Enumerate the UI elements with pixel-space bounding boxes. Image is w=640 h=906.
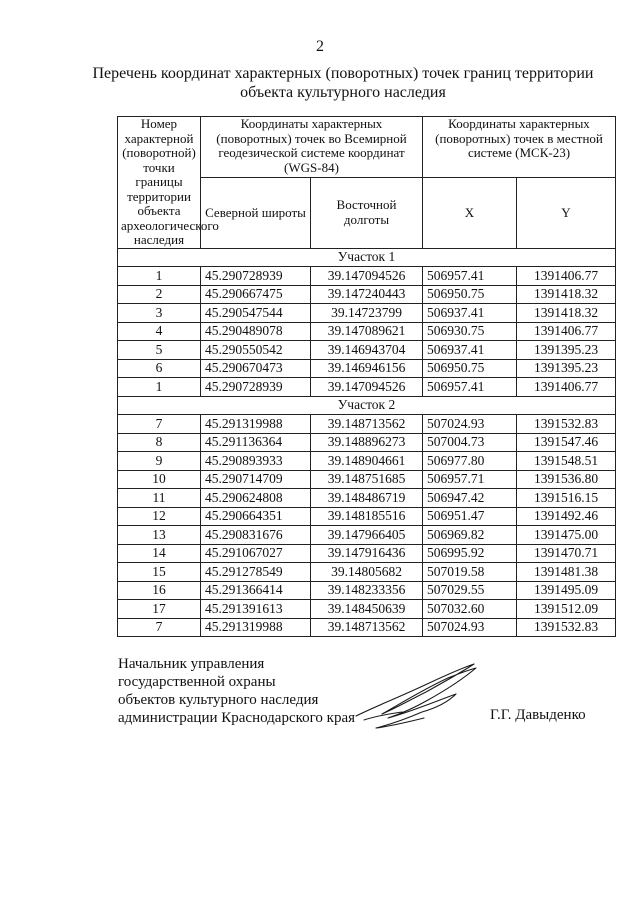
cell-y: 1391495.09 (517, 581, 616, 600)
cell-y: 1391516.15 (517, 489, 616, 508)
cell-east: 39.147094526 (311, 378, 423, 397)
cell-point: 1 (118, 378, 201, 397)
page-number: 2 (316, 38, 324, 55)
table-row (118, 304, 616, 323)
section-1-label: Участок 1 (118, 248, 616, 267)
table-row (118, 600, 616, 619)
cell-east: 39.148896273 (311, 433, 423, 452)
table-row (118, 341, 616, 360)
table-row (118, 544, 616, 563)
cell-x: 506947.42 (423, 489, 517, 508)
cell-x: 506957.41 (423, 267, 517, 286)
table-row (118, 267, 616, 286)
cell-east: 39.148185516 (311, 507, 423, 526)
cell-north: 45.291067027 (201, 544, 311, 563)
cell-east: 39.147089621 (311, 322, 423, 341)
cell-north: 45.290728939 (201, 378, 311, 397)
cell-north: 45.290547544 (201, 304, 311, 323)
cell-point: 1 (118, 267, 201, 286)
cell-point: 12 (118, 507, 201, 526)
signer-title-line-2: государственной охраны (118, 674, 276, 690)
cell-point: 6 (118, 359, 201, 378)
cell-east: 39.147966405 (311, 526, 423, 545)
table-row (118, 359, 616, 378)
cell-point: 16 (118, 581, 201, 600)
cell-y: 1391395.23 (517, 341, 616, 360)
table-row (118, 452, 616, 471)
header-point-number: Номер характерной (поворотной) точки границы территории объекта археологического наследия (118, 117, 201, 249)
header-msk23: Координаты характерных (поворотных) точек в местной системе (МСК-23) (423, 117, 616, 178)
cell-y: 1391532.83 (517, 618, 616, 637)
title-line-2: объекта культурного наследия (240, 84, 446, 101)
cell-east: 39.146943704 (311, 341, 423, 360)
cell-y: 1391532.83 (517, 415, 616, 434)
cell-north: 45.290667475 (201, 285, 311, 304)
cell-x: 506969.82 (423, 526, 517, 545)
table-row (118, 285, 616, 304)
cell-y: 1391512.09 (517, 600, 616, 619)
cell-north: 45.290893933 (201, 452, 311, 471)
table-row (118, 415, 616, 434)
cell-y: 1391470.71 (517, 544, 616, 563)
cell-x: 507019.58 (423, 563, 517, 582)
cell-point: 7 (118, 415, 201, 434)
cell-east: 39.148233356 (311, 581, 423, 600)
table-row (118, 489, 616, 508)
cell-east: 39.148713562 (311, 618, 423, 637)
handwritten-signature (352, 660, 482, 732)
cell-north: 45.291319988 (201, 415, 311, 434)
signer-title-line-4: администрации Краснодарского края (118, 710, 356, 726)
cell-east: 39.148486719 (311, 489, 423, 508)
cell-y: 1391475.00 (517, 526, 616, 545)
cell-east: 39.148904661 (311, 452, 423, 471)
header-north-latitude: Северной широты (201, 178, 311, 249)
cell-east: 39.14805682 (311, 563, 423, 582)
signer-name: Г.Г. Давыденко (490, 707, 586, 723)
header-wgs84: Координаты характерных (поворотных) точек во Всемирной геодезической системе координат (WGS-84) (201, 117, 423, 178)
table-row (118, 322, 616, 341)
cell-east: 39.148751685 (311, 470, 423, 489)
table-row (118, 433, 616, 452)
cell-y: 1391406.77 (517, 378, 616, 397)
table-row (118, 507, 616, 526)
title-line-1: Перечень координат характерных (поворотных) точек границ территории (92, 65, 594, 82)
cell-x: 507004.73 (423, 433, 517, 452)
cell-point: 7 (118, 618, 201, 637)
cell-east: 39.147240443 (311, 285, 423, 304)
signer-block (118, 655, 355, 727)
cell-point: 4 (118, 322, 201, 341)
cell-north: 45.290714709 (201, 470, 311, 489)
table-row (118, 563, 616, 582)
cell-north: 45.290831676 (201, 526, 311, 545)
cell-y: 1391406.77 (517, 267, 616, 286)
cell-east: 39.14723799 (311, 304, 423, 323)
cell-east: 39.146946156 (311, 359, 423, 378)
cell-x: 507024.93 (423, 618, 517, 637)
cell-y: 1391548.51 (517, 452, 616, 471)
cell-x: 507032.60 (423, 600, 517, 619)
cell-east: 39.147094526 (311, 267, 423, 286)
signer-title-line-3: объектов культурного наследия (118, 692, 319, 708)
cell-point: 13 (118, 526, 201, 545)
cell-north: 45.290624808 (201, 489, 311, 508)
cell-north: 45.290550542 (201, 341, 311, 360)
table-row (118, 378, 616, 397)
cell-x: 506951.47 (423, 507, 517, 526)
cell-x: 506937.41 (423, 304, 517, 323)
cell-north: 45.291278549 (201, 563, 311, 582)
table-row (118, 618, 616, 637)
section-row (118, 248, 616, 267)
cell-north: 45.291391613 (201, 600, 311, 619)
cell-north: 45.290728939 (201, 267, 311, 286)
cell-x: 507029.55 (423, 581, 517, 600)
table-row (118, 526, 616, 545)
cell-north: 45.291319988 (201, 618, 311, 637)
cell-x: 506957.41 (423, 378, 517, 397)
section-row (118, 396, 616, 415)
cell-point: 10 (118, 470, 201, 489)
table-row (118, 470, 616, 489)
header-y: Y (517, 178, 616, 249)
coordinates-table (117, 116, 616, 637)
cell-y: 1391418.32 (517, 304, 616, 323)
cell-point: 14 (118, 544, 201, 563)
cell-y: 1391492.46 (517, 507, 616, 526)
cell-x: 506977.80 (423, 452, 517, 471)
cell-x: 506930.75 (423, 322, 517, 341)
cell-point: 15 (118, 563, 201, 582)
section-2-label: Участок 2 (118, 396, 616, 415)
cell-y: 1391481.38 (517, 563, 616, 582)
document-title (40, 64, 640, 102)
cell-east: 39.148713562 (311, 415, 423, 434)
signer-title-line-1: Начальник управления (118, 656, 265, 672)
cell-y: 1391547.46 (517, 433, 616, 452)
header-x: X (423, 178, 517, 249)
cell-point: 3 (118, 304, 201, 323)
header-east-longitude: Восточной долготы (311, 178, 423, 249)
cell-x: 506950.75 (423, 285, 517, 304)
table-row (118, 581, 616, 600)
cell-x: 507024.93 (423, 415, 517, 434)
cell-point: 5 (118, 341, 201, 360)
cell-y: 1391536.80 (517, 470, 616, 489)
cell-x: 506950.75 (423, 359, 517, 378)
cell-east: 39.148450639 (311, 600, 423, 619)
cell-north: 45.291136364 (201, 433, 311, 452)
cell-north: 45.291366414 (201, 581, 311, 600)
cell-point: 8 (118, 433, 201, 452)
cell-x: 506995.92 (423, 544, 517, 563)
cell-point: 2 (118, 285, 201, 304)
cell-x: 506957.71 (423, 470, 517, 489)
cell-east: 39.147916436 (311, 544, 423, 563)
cell-north: 45.290489078 (201, 322, 311, 341)
cell-point: 17 (118, 600, 201, 619)
cell-north: 45.290664351 (201, 507, 311, 526)
cell-x: 506937.41 (423, 341, 517, 360)
cell-point: 11 (118, 489, 201, 508)
cell-y: 1391418.32 (517, 285, 616, 304)
cell-y: 1391406.77 (517, 322, 616, 341)
cell-north: 45.290670473 (201, 359, 311, 378)
cell-y: 1391395.23 (517, 359, 616, 378)
cell-point: 9 (118, 452, 201, 471)
